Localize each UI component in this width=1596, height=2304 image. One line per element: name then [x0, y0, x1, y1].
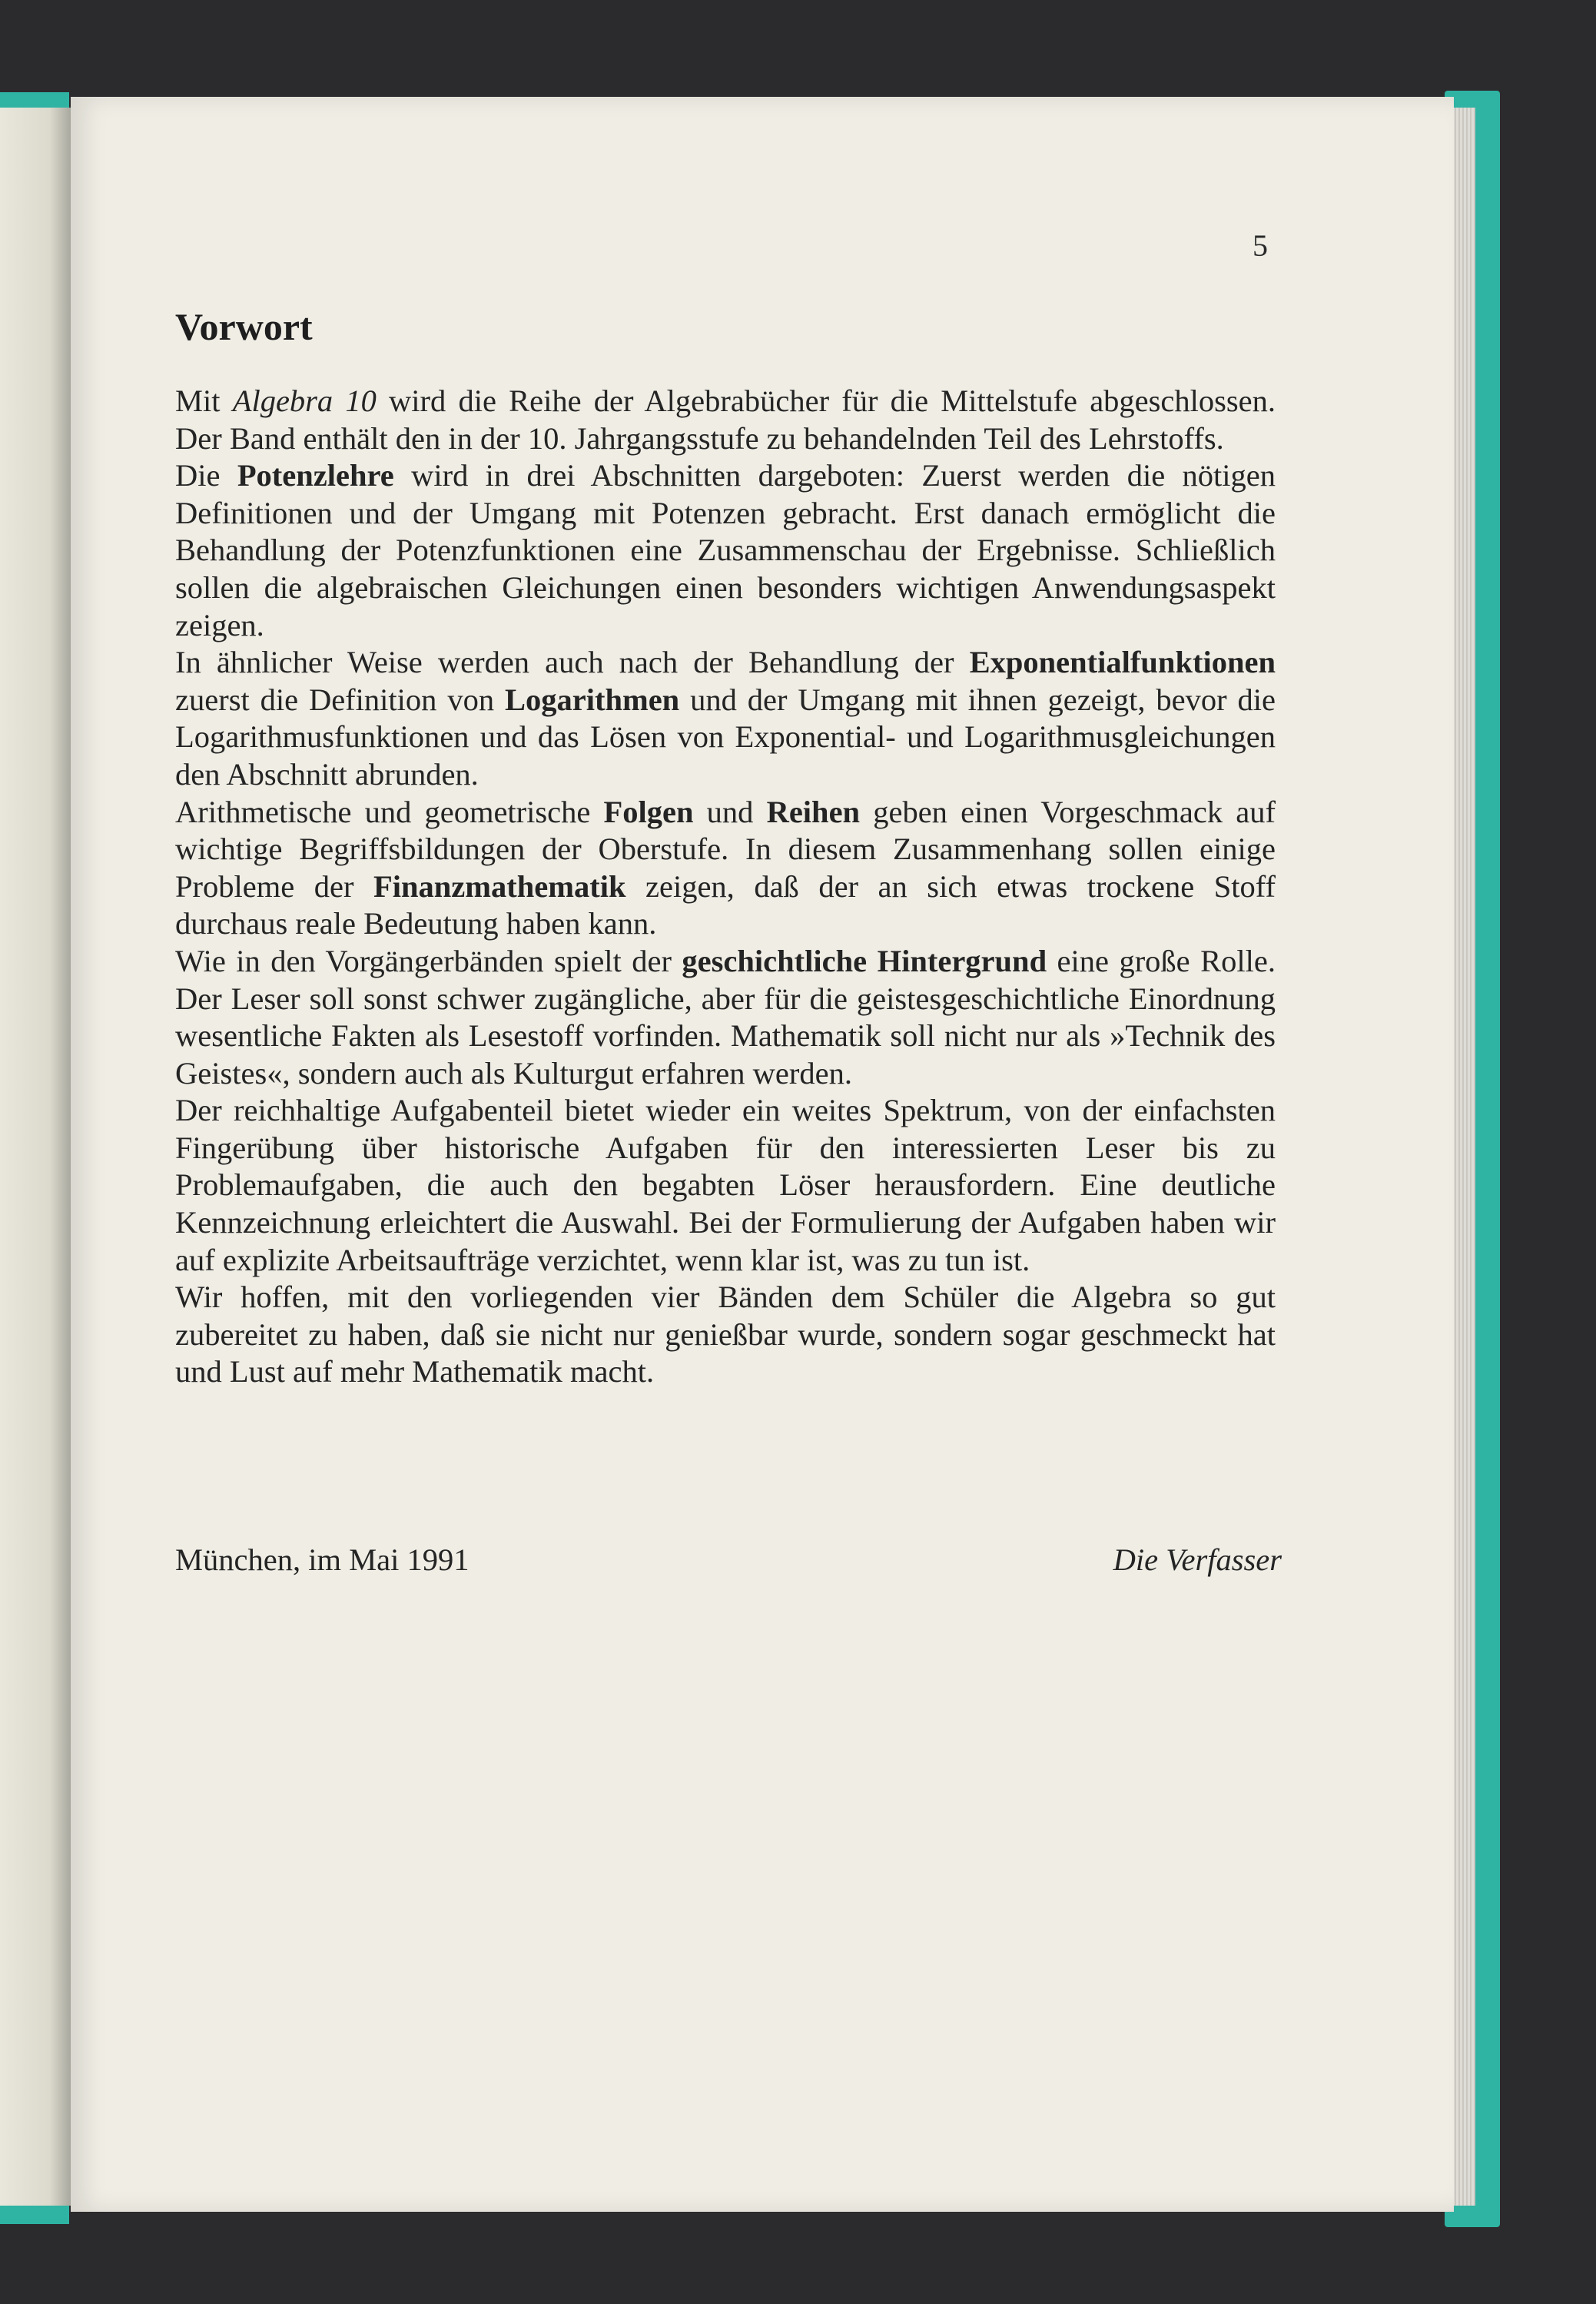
paragraph: [175, 644, 1276, 793]
paragraph: [175, 943, 1276, 1092]
text-run: Arithmetische und geometrische: [175, 794, 604, 829]
bold-term: Exponentialfunktionen: [969, 645, 1276, 680]
paragraph: [175, 1279, 1276, 1391]
bold-term: geschichtliche Hintergrund: [682, 943, 1047, 978]
place-date: München, im Mai 1991: [175, 1542, 470, 1577]
text-run: zuerst die Definition von: [175, 682, 505, 717]
text-run: und: [693, 794, 767, 829]
text-run: zeigen, daß der an sich etwas trockene Stoff durchaus reale Bedeutung haben kann.: [175, 868, 1276, 941]
bold-term: Logarithmen: [504, 682, 680, 717]
paragraph: [175, 794, 1276, 943]
text-run: Wir hoffen, mit den vorliegenden vier Bänden dem Schüler die Algebra so gut zubereitet zu haben, daß sie nicht nur genießbar wurde, sondern sogar geschmeckt hat und Lust auf mehr Mathematik macht.: [175, 1280, 1276, 1389]
signature: Die Verfasser: [1113, 1542, 1282, 1577]
text-run: eine große Rolle. Der Leser soll sonst schwer zugängliche, aber für die geistesgeschichtliche Einordnung wesentliche Fakten als Lesestoff vorfinden. Mathematik soll nicht nur als »Technik des Geistes«, sondern auch als Kulturgut erfahren werden.: [175, 943, 1276, 1091]
left-page-edge: [0, 108, 71, 2206]
text-run: In ähnlicher Weise werden auch nach der Behandlung der: [175, 645, 970, 680]
text-run: Mit: [175, 383, 233, 418]
bold-term: Reihen: [766, 794, 861, 829]
preface-footer: [175, 1542, 1282, 1578]
bold-term: Finanzmathematik: [373, 868, 626, 904]
text-run: wird in drei Abschnitten dargeboten: Zuerst werden die nötigen Definitionen und der Umgang mit Potenzen gebracht. Erst danach ermöglicht die Behandlung der Potenzfunktionen eine Zusammenschau der Ergebnisse. Schließlich sollen die algebraischen Gleichungen einen besonders wichtigen Anwendungsaspekt zeigen.: [175, 458, 1276, 642]
preface-body: [175, 383, 1276, 1391]
paragraph: [175, 1092, 1276, 1279]
text-run: Wie in den Vorgängerbänden spielt der: [175, 943, 682, 978]
text-run: Der reichhaltige Aufgabenteil bietet wieder ein weites Spektrum, von der einfachsten Fingerübung über historische Aufgaben für den interessierten Leser bis zu Problemaufgaben, die auch den begabten Löser herausfordern. Eine deutliche Kennzeichnung erleichtert die Auswahl. Bei der Formulierung der Aufgaben haben wir auf explizite Arbeitsaufträge verzichtet, wenn klar ist, was zu tun ist.: [175, 1093, 1276, 1277]
paragraph: [175, 383, 1276, 457]
bold-term: Potenzlehre: [237, 458, 394, 493]
paragraph: [175, 457, 1276, 644]
bold-term: Folgen: [603, 794, 694, 829]
page-number: 5: [1253, 228, 1268, 263]
text-run: wird die Reihe der Algebrabücher für die Mittelstufe abgeschlossen. Der Band enthält den in der 10. Jahrgangsstufe zu behandelnden Teil des Lehrstoffs.: [175, 383, 1276, 456]
text-run: geben einen Vorgeschmack auf wichtige Begriffsbildungen der Oberstufe. In diesem Zusammenhang sollen einige Probleme der: [175, 794, 1276, 904]
page-title: Vorwort: [175, 305, 313, 348]
text-run: und der Umgang mit ihnen gezeigt, bevor die Logarithmusfunktionen und das Lösen von Exponential- und Logarithmusgleichungen den Abschnitt abrunden.: [175, 682, 1276, 792]
text-run: Die: [175, 458, 237, 493]
italic-title: Algebra 10: [232, 383, 377, 418]
